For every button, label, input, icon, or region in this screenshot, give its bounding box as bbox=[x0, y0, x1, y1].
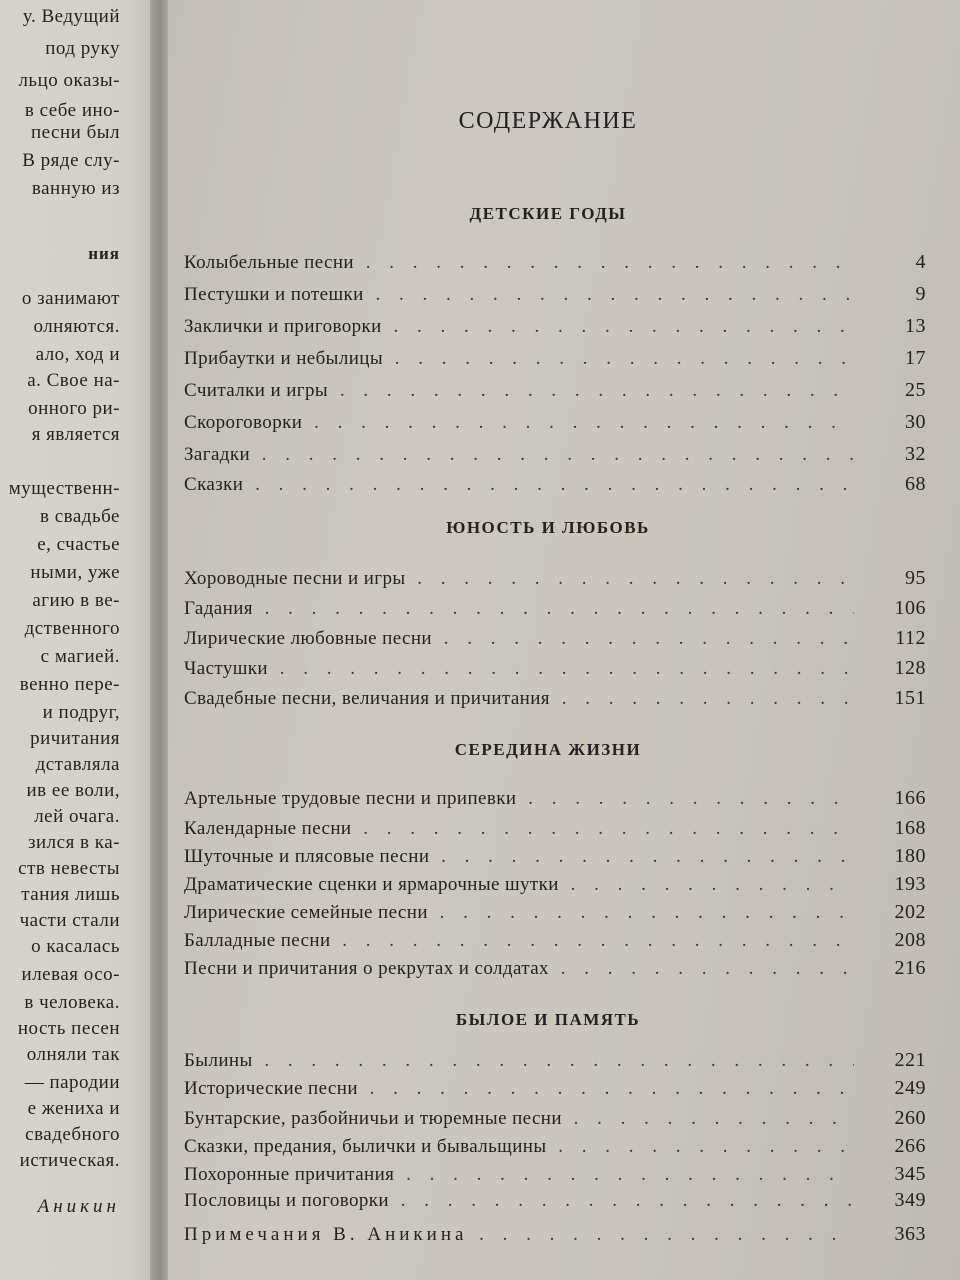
toc-entry-page: 202 bbox=[894, 901, 926, 923]
left-text-line: ричитания bbox=[30, 728, 120, 749]
left-author-signature: Аникин bbox=[37, 1196, 120, 1217]
toc-entry-label: Пестушки и потешки . . . bbox=[184, 284, 854, 306]
toc-entry-page: 151 bbox=[894, 687, 926, 709]
toc-entry[interactable] bbox=[184, 954, 926, 984]
left-text-line: онного ри- bbox=[28, 398, 120, 419]
toc-entry-label: Примечания В. Аникина . . . bbox=[184, 1224, 854, 1246]
toc-entry[interactable] bbox=[184, 1132, 926, 1162]
left-text-line: е жениха и bbox=[27, 1098, 120, 1119]
toc-entry[interactable] bbox=[184, 926, 926, 956]
left-text-line: олняются. bbox=[33, 316, 120, 337]
left-text-line: тания лишь bbox=[21, 884, 120, 905]
left-text-line: е, счастье bbox=[37, 534, 120, 555]
toc-entry-page: 180 bbox=[894, 845, 926, 867]
section-title: БЫЛОЕ И ПАМЯТЬ bbox=[455, 1010, 641, 1029]
left-text-line: олняли так bbox=[26, 1044, 120, 1065]
left-text-line: о касалась bbox=[31, 936, 120, 957]
toc-entry-label: Загадки . . . bbox=[184, 444, 854, 466]
left-text-line: венно пере- bbox=[19, 674, 120, 695]
left-text-line: я является bbox=[31, 424, 120, 445]
toc-entry-label: Пословицы и поговорки . . . bbox=[184, 1190, 854, 1212]
toc-entry[interactable] bbox=[184, 564, 926, 594]
toc-entry-label: Гадания . . . bbox=[184, 598, 854, 620]
toc-entry-label: Считалки и игры . . . bbox=[184, 380, 854, 402]
toc-entry-notes[interactable] bbox=[184, 1220, 926, 1250]
toc-entry-label: Сказки . . . bbox=[184, 474, 854, 496]
toc-entry-page: 345 bbox=[894, 1163, 926, 1185]
toc-entry-page: 193 bbox=[894, 873, 926, 895]
left-text-line: дственного bbox=[24, 618, 120, 639]
toc-entry-page: 9 bbox=[915, 283, 926, 305]
toc-entry-label: Заклички и приговорки . . . bbox=[184, 316, 854, 338]
toc-entry-page: 95 bbox=[905, 567, 926, 589]
toc-entry-page: 349 bbox=[894, 1189, 926, 1211]
left-text-line: с магией. bbox=[40, 646, 120, 667]
left-text-line: ало, ход и bbox=[35, 344, 120, 365]
left-text-line: илевая осо- bbox=[21, 964, 120, 985]
toc-entry[interactable] bbox=[184, 684, 926, 714]
toc-entry[interactable] bbox=[184, 248, 926, 278]
left-text-line: — пародии bbox=[24, 1072, 120, 1093]
toc-entry[interactable] bbox=[184, 1104, 926, 1134]
left-text-line: о занимают bbox=[21, 288, 120, 309]
section-title: ЮНОСТЬ И ЛЮБОВЬ bbox=[446, 518, 650, 537]
toc-entry-label: Частушки . . . bbox=[184, 658, 854, 680]
toc-entry-label: Лирические семейные песни . . . bbox=[184, 902, 854, 924]
toc-entry-label: Шуточные и плясовые песни . . . bbox=[184, 846, 854, 868]
toc-entry-label: Былины . . . bbox=[184, 1050, 854, 1072]
left-heading-fragment: ния bbox=[88, 244, 120, 263]
left-text-line: свадебного bbox=[25, 1124, 120, 1145]
left-text-line: ств невесты bbox=[18, 858, 120, 879]
toc-entry[interactable] bbox=[184, 594, 926, 624]
left-text-line: истическая. bbox=[19, 1150, 120, 1171]
toc-entry[interactable] bbox=[184, 470, 926, 500]
toc-entry[interactable] bbox=[184, 408, 926, 438]
left-text-line: у. Ведущий bbox=[22, 6, 120, 27]
toc-entry-label: Похоронные причитания . . . bbox=[184, 1164, 854, 1186]
toc-entry[interactable] bbox=[184, 376, 926, 406]
left-text-line: агию в ве- bbox=[32, 590, 120, 611]
toc-entry-page: 32 bbox=[905, 443, 926, 465]
toc-entry[interactable] bbox=[184, 312, 926, 342]
toc-entry[interactable] bbox=[184, 440, 926, 470]
toc-entry-label: Драматические сценки и ярмарочные шутки . . . bbox=[184, 874, 854, 896]
toc-entry-label: Лирические любовные песни . . . bbox=[184, 628, 854, 650]
left-text-line: В ряде слу- bbox=[22, 150, 120, 171]
left-text-line: песни был bbox=[30, 122, 120, 143]
toc-entry[interactable] bbox=[184, 344, 926, 374]
toc-entry-label: Хороводные песни и игры . . . bbox=[184, 568, 854, 590]
left-text-line: а. Свое на- bbox=[27, 370, 120, 391]
toc-entry[interactable] bbox=[184, 654, 926, 684]
toc-entry[interactable] bbox=[184, 784, 926, 814]
toc-entry-page: 106 bbox=[894, 597, 926, 619]
toc-entry-label: Сказки, предания, былички и бывальщины . . . bbox=[184, 1136, 854, 1158]
toc-entry-label: Прибаутки и небылицы . . . bbox=[184, 348, 854, 370]
toc-entry-label: Колыбельные песни . . . bbox=[184, 252, 854, 274]
toc-entry-page: 30 bbox=[905, 411, 926, 433]
toc-entry-page: 128 bbox=[894, 657, 926, 679]
toc-entry-page: 363 bbox=[894, 1223, 926, 1245]
toc-entry-label: Скороговорки . . . bbox=[184, 412, 854, 434]
toc-entry-page: 13 bbox=[905, 315, 926, 337]
toc-entry[interactable] bbox=[184, 280, 926, 310]
toc-entry-page: 4 bbox=[915, 251, 926, 273]
left-text-line: в свадьбе bbox=[40, 506, 120, 527]
toc-entry-page: 17 bbox=[905, 347, 926, 369]
toc-entry[interactable] bbox=[184, 842, 926, 872]
toc-entry[interactable] bbox=[184, 624, 926, 654]
toc-entry[interactable] bbox=[184, 1186, 926, 1216]
left-text-line: дставляла bbox=[35, 754, 120, 775]
toc-entry[interactable] bbox=[184, 814, 926, 844]
toc-entry[interactable] bbox=[184, 1074, 926, 1104]
toc-entry-label: Исторические песни . . . bbox=[184, 1078, 854, 1100]
toc-entry-label: Песни и причитания о рекрутах и солдатах . . . bbox=[184, 958, 854, 980]
toc-entry-page: 249 bbox=[894, 1077, 926, 1099]
toc-entry-page: 221 bbox=[894, 1049, 926, 1071]
left-text-line: под руку bbox=[45, 38, 120, 59]
toc-entry-page: 112 bbox=[895, 627, 926, 649]
toc-entry-page: 166 bbox=[894, 787, 926, 809]
toc-entry[interactable] bbox=[184, 898, 926, 928]
toc-entry-label: Бунтарские, разбойничьи и тюремные песни . . . bbox=[184, 1108, 854, 1130]
left-text-line: ными, уже bbox=[30, 562, 120, 583]
left-text-line: мущественн- bbox=[8, 478, 120, 499]
left-page-fragment bbox=[0, 0, 160, 1280]
toc-entry-label: Артельные трудовые песни и припевки . . . bbox=[184, 788, 854, 810]
toc-entry-label: Календарные песни . . . bbox=[184, 818, 854, 840]
left-text-line: льцо оказы- bbox=[18, 70, 120, 91]
toc-entry[interactable] bbox=[184, 870, 926, 900]
contents-page bbox=[168, 0, 960, 1280]
page-title: СОДЕРЖАНИЕ bbox=[458, 108, 638, 134]
left-text-line: лей очага. bbox=[34, 806, 120, 827]
toc-entry-page: 216 bbox=[894, 957, 926, 979]
left-text-line: и подруг, bbox=[42, 702, 120, 723]
left-text-line: ванную из bbox=[31, 178, 120, 199]
left-text-line: ив ее воли, bbox=[26, 780, 120, 801]
left-text-line: части стали bbox=[19, 910, 120, 931]
toc-entry[interactable] bbox=[184, 1046, 926, 1076]
toc-entry-label: Свадебные песни, величания и причитания . . . bbox=[184, 688, 854, 710]
left-text-line: зился в ка- bbox=[27, 832, 120, 853]
toc-entry-page: 208 bbox=[894, 929, 926, 951]
toc-entry-page: 260 bbox=[894, 1107, 926, 1129]
left-text-line: в себе ино- bbox=[24, 100, 120, 121]
toc-entry-page: 266 bbox=[894, 1135, 926, 1157]
toc-entry-page: 168 bbox=[894, 817, 926, 839]
left-text-line: в человека. bbox=[24, 992, 120, 1013]
toc-entry-page: 68 bbox=[905, 473, 926, 495]
section-title: СЕРЕДИНА ЖИЗНИ bbox=[454, 740, 642, 759]
left-text-line: ность песен bbox=[17, 1018, 120, 1039]
section-title: ДЕТСКИЕ ГОДЫ bbox=[469, 204, 627, 223]
toc-entry-label: Балладные песни . . . bbox=[184, 930, 854, 952]
book-gutter bbox=[150, 0, 170, 1280]
toc-entry-page: 25 bbox=[905, 379, 926, 401]
